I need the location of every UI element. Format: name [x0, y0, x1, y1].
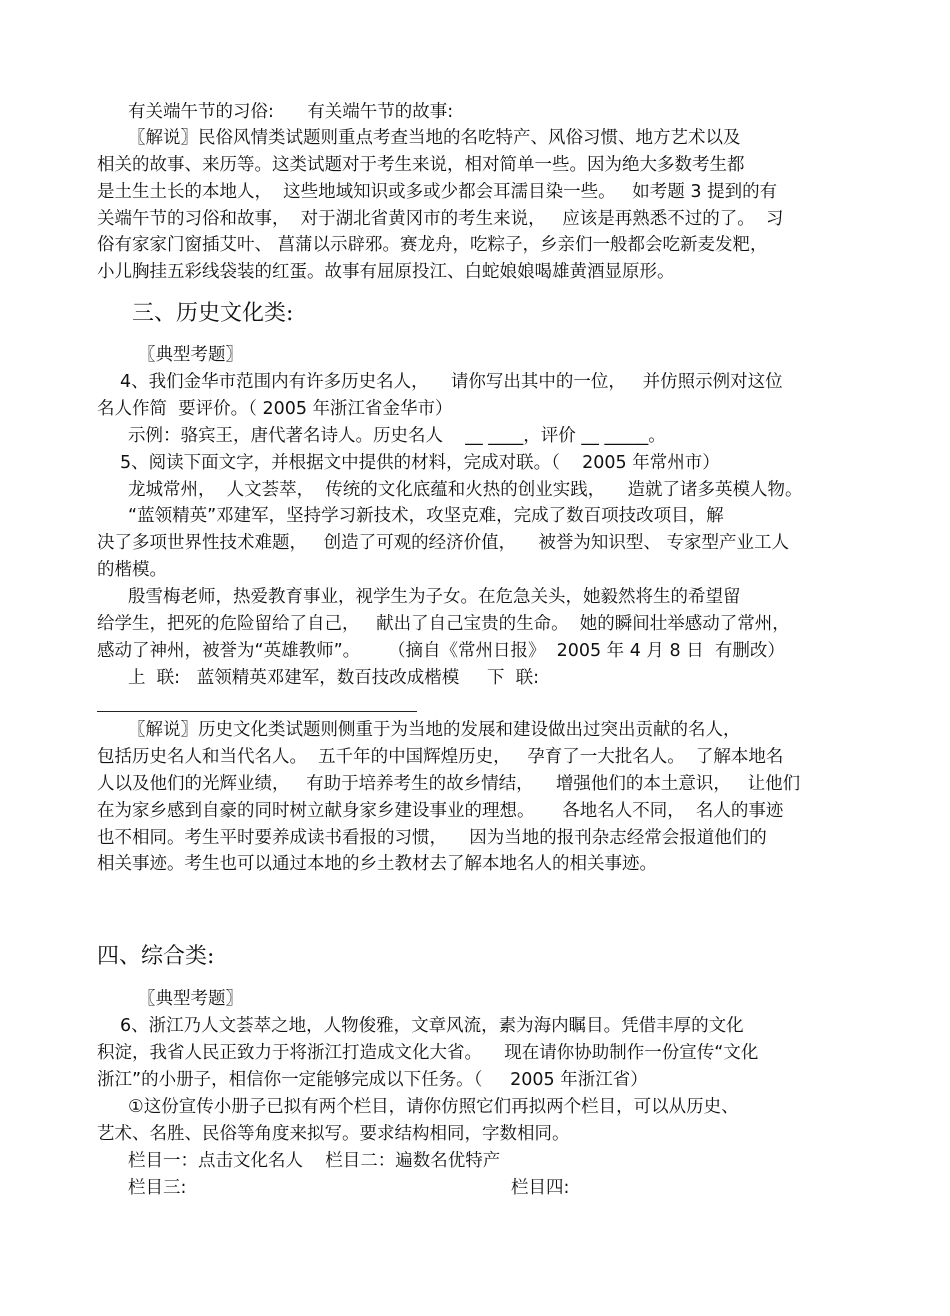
text-line: “蓝领精英”邓建军，坚持学习新技术，攻坚克难，完成了数百项技改项目，解	[128, 506, 724, 526]
text-line: 龙城常州， 人文荟萃， 传统的文化底蕴和火热的创业实践， 造就了诸多英模人物。	[128, 480, 803, 500]
text-line: 上 联: 蓝领精英邓建军，数百技改成楷模 下 联:	[128, 668, 540, 688]
text-line: ①这份宣传小册子已拟有两个栏目，请你仿照它们再拟两个栏目，可以从历史、	[128, 1097, 739, 1117]
answer-blank-line	[97, 711, 417, 712]
text-line: 的楷模。	[97, 560, 167, 580]
text-line: 俗有家家门窗插艾叶、 菖蒲以示辟邪。赛龙舟，吃粽子，乡亲们一般都会吃新麦发粑，	[97, 235, 768, 255]
text-line: 感动了神州，被誉为“英雄教师”。 （摘自《常州日报》 2005 年 4 月 8 日 有删改）	[97, 641, 785, 661]
text-line: 〖解说〗民俗风情类试题则重点考查当地的名吃特产、风俗习惯、地方艺术以及	[128, 128, 741, 148]
text-line: 相关事迹。考生也可以通过本地的乡土教材去了解本地名人的相关事迹。	[97, 854, 657, 874]
text-line: 4、我们金华市范围内有许多历史名人， 请你写出其中的一位， 并仿照示例对这位	[120, 372, 783, 392]
text-line: 决了多项世界性技术难题， 创造了可观的经济价值， 被誉为知识型、 专家型产业工人	[97, 533, 789, 553]
text-line: 给学生，把死的危险留给了自己， 献出了自己宝贵的生命。 她的瞬间壮举感动了常州，	[97, 614, 790, 634]
typical-question-label: 〖典型考题〗	[138, 989, 243, 1009]
text-line: 是土生土长的本地人， 这些地域知识或多或少都会耳濡目染一些。 如考题 3 提到的有	[97, 182, 778, 202]
text-line: 关端午节的习俗和故事， 对于湖北省黄冈市的考生来说， 应该是再熟悉不过的了。 习	[97, 209, 784, 229]
text-line: 示例：骆宾王，唐代著名诗人。历史名人 __ ____，评价 __ _____。	[128, 426, 666, 446]
text-line: 栏目四:	[511, 1178, 570, 1198]
text-line: 相关的故事、来历等。这类试题对于考生来说，相对简单一些。因为绝大多数考生都	[97, 155, 745, 175]
text-line: 栏目一：点击文化名人 栏目二：遍数名优特产	[128, 1151, 501, 1171]
text-line: 在为家乡感到自豪的同时树立献身家乡建设事业的理想。 各地名人不同， 名人的事迹	[97, 801, 784, 821]
section-heading-history: 三、历史文化类:	[132, 301, 294, 326]
typical-question-label: 〖典型考题〗	[138, 345, 243, 365]
text-line: 有关端午节的习俗: 有关端午节的故事:	[128, 102, 454, 122]
text-line: 殷雪梅老师，热爱教育事业，视学生为子女。在危急关头，她毅然将生的希望留	[128, 587, 741, 607]
text-line: 名人作简 要评价。（ 2005 年浙江省金华市）	[97, 399, 453, 419]
section-heading-comprehensive: 四、综合类:	[97, 944, 215, 969]
text-line: 积淀，我省人民正致力于将浙江打造成文化大省。 现在请你协助制作一份宣传“文化	[97, 1043, 759, 1063]
text-line: 浙江”的小册子，相信你一定能够完成以下任务。（ 2005 年浙江省）	[97, 1070, 648, 1090]
text-line: 〖解说〗历史文化类试题则侧重于为当地的发展和建设做出过突出贡献的名人，	[128, 720, 741, 740]
text-line: 6、浙江乃人文荟萃之地，人物俊雅，文章风流，素为海内瞩目。凭借丰厚的文化	[120, 1016, 744, 1036]
text-line: 艺术、名胜、民俗等角度来拟写。要求结构相同，字数相同。	[97, 1124, 570, 1144]
text-line: 5、阅读下面文字，并根据文中提供的材料，完成对联。（ 2005 年常州市）	[120, 453, 720, 473]
text-line: 人以及他们的光辉业绩， 有助于培养考生的故乡情结， 增强他们的本土意识， 让他们	[97, 774, 801, 794]
text-line: 小儿胸挂五彩线袋装的红蛋。故事有屈原投江、白蛇娘娘喝雄黄酒显原形。	[97, 262, 675, 282]
text-line: 也不相同。考生平时要养成读书看报的习惯， 因为当地的报刊杂志经常会报道他们的	[97, 828, 767, 848]
text-line: 包括历史名人和当代名人。 五千年的中国辉煌历史， 孕育了一大批名人。 了解本地名	[97, 747, 784, 767]
text-line: 栏目三:	[128, 1178, 187, 1198]
